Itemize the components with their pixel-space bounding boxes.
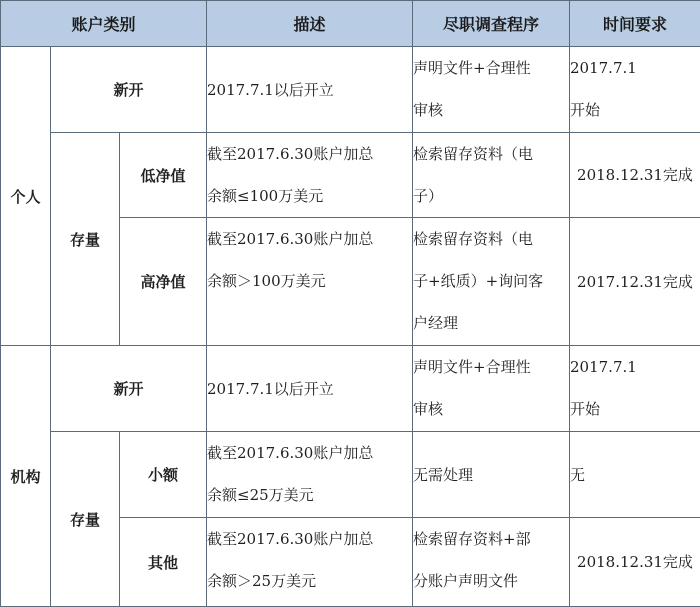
procedure-cell: 检索留存资料+部 分账户声明文件 (413, 518, 570, 607)
category-institution: 机构 (1, 346, 51, 607)
procedure-cell: 声明文件+合理性 审核 (413, 47, 570, 133)
time-cell: 无 (570, 432, 700, 518)
header-description: 描述 (207, 1, 413, 47)
tier-other: 其他 (120, 518, 207, 607)
header-procedure: 尽职调查程序 (413, 1, 570, 47)
header-account-category: 账户类别 (1, 1, 207, 47)
table-row (1, 47, 700, 133)
procedure-cell: 声明文件+合理性 审核 (413, 346, 570, 432)
procedure-cell: 无需处理 (413, 432, 570, 518)
procedure-cell: 检索留存资料（电 子） (413, 133, 570, 218)
description-cell: 2017.7.1以后开立 (207, 346, 413, 432)
time-cell: 2018.12.31完成 (570, 518, 700, 607)
table-row (1, 133, 700, 218)
time-cell: 2018.12.31完成 (570, 133, 700, 218)
time-cell: 2017.12.31完成 (570, 218, 700, 346)
subcategory-institution-new: 新开 (51, 346, 207, 432)
subcategory-individual-existing: 存量 (51, 133, 120, 346)
description-cell: 截至2017.6.30账户加总 余额≤100万美元 (207, 133, 413, 218)
table-row (1, 346, 700, 432)
header-row (1, 1, 700, 47)
time-cell: 2017.7.1 开始 (570, 346, 700, 432)
description-cell: 截至2017.6.30账户加总 余额＞25万美元 (207, 518, 413, 607)
tier-small-amount: 小额 (120, 432, 207, 518)
table-row (1, 432, 700, 518)
subcategory-individual-new: 新开 (51, 47, 207, 133)
description-cell: 2017.7.1以后开立 (207, 47, 413, 133)
header-time-requirement: 时间要求 (570, 1, 700, 47)
tier-low-net-worth: 低净值 (120, 133, 207, 218)
procedure-cell: 检索留存资料（电 子+纸质）+询问客 户经理 (413, 218, 570, 346)
time-cell: 2017.7.1 开始 (570, 47, 700, 133)
tier-high-net-worth: 高净值 (120, 218, 207, 346)
subcategory-institution-existing: 存量 (51, 432, 120, 607)
description-cell: 截至2017.6.30账户加总 余额＞100万美元 (207, 218, 413, 346)
category-individual: 个人 (1, 47, 51, 346)
description-cell: 截至2017.6.30账户加总 余额≤25万美元 (207, 432, 413, 518)
